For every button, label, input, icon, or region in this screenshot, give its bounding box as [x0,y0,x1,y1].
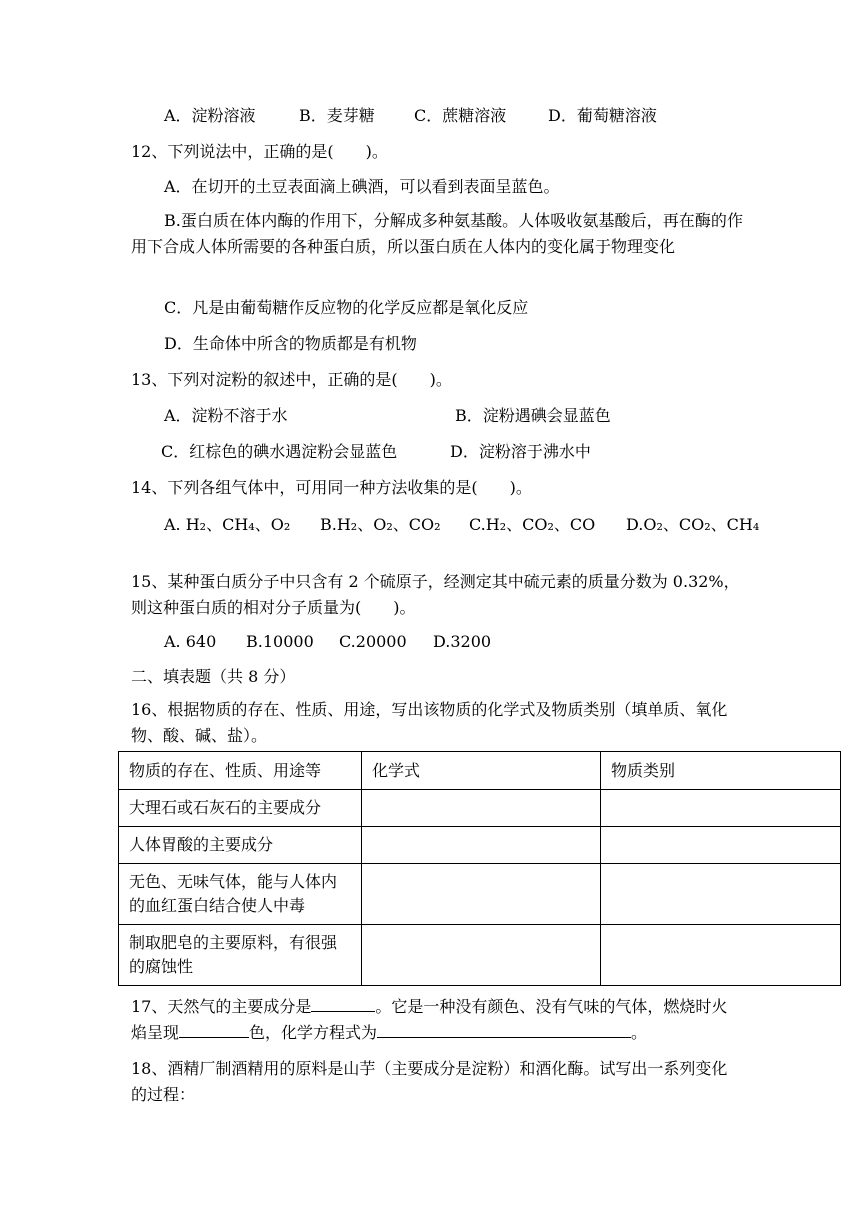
q13-option-d: D．淀粉溶于沸水中 [450,442,591,461]
table-header-row [119,752,841,790]
q11-option-c: C．蔗糖溶液 [414,106,507,125]
answer-blank[interactable] [377,1021,631,1038]
table-cell-category-blank[interactable] [601,864,841,925]
q15-option-a: A. 640 [164,632,217,651]
q16-table [118,751,841,986]
table-cell-category-blank[interactable] [601,790,841,827]
q13-option-c: C．红棕色的碘水遇淀粉会显蓝色 [161,442,398,461]
table-cell-category-blank[interactable] [601,827,841,864]
table-row [119,790,841,827]
section-title: 二、填表题（共 8 分） [131,667,296,686]
table-header-cell: 化学式 [362,752,601,790]
q14-option-c: C.H₂、CO₂、CO [469,515,596,534]
table-cell-formula-blank[interactable] [362,827,601,864]
table-cell-category-blank[interactable] [601,925,841,986]
q12-option-b: B.蛋白质在体内酶的作用下，分解成多种氨基酸。人体吸收氨基酸后，再在酶的作用下合成人体所需要的各种蛋白质，所以蛋白质在人体内的变化属于物理变化 [131,211,743,256]
table-cell-description: 制取肥皂的主要原料，有很强的腐蚀性 [119,925,362,986]
q15-option-b: B.10000 [246,632,314,651]
table-cell-formula-blank[interactable] [362,864,601,925]
q11-option-a: A．淀粉溶液 [164,106,256,125]
q13-option-a: A．淀粉不溶于水 [164,406,288,425]
answer-blank[interactable] [179,1021,249,1038]
table-cell-formula-blank[interactable] [362,790,601,827]
answer-blank[interactable] [311,995,375,1012]
q15-stem: 15、某种蛋白质分子中只含有 2 个硫原子，经测定其中硫元素的质量分数为 0.32%，则这种蛋白质的相对分子质量为( )。 [131,572,740,617]
q12-option-a: A．在切开的土豆表面滴上碘酒，可以看到表面呈蓝色。 [164,177,560,196]
q17-text [131,994,743,1046]
table-header-cell: 物质类别 [601,752,841,790]
q11-option-d: D．葡萄糖溶液 [548,106,657,125]
q15-option-d: D.3200 [433,632,492,651]
q12-option-d: D．生命体中所含的物质都是有机物 [164,334,417,353]
table-cell-formula-blank[interactable] [362,925,601,986]
q14-stem: 14、下列各组气体中，可用同一种方法收集的是( )。 [131,478,532,497]
table-cell-description: 人体胃酸的主要成分 [119,827,362,864]
q16-stem: 16、根据物质的存在、性质、用途，写出该物质的化学式及物质类别（填单质、氧化物、酸、碱、盐）。 [131,700,728,745]
q13-option-b: B．淀粉遇碘会显蓝色 [455,406,611,425]
table-cell-description: 大理石或石灰石的主要成分 [119,790,362,827]
q14-option-a: A. H₂、CH₄、O₂ [164,515,291,534]
q15-option-c: C.20000 [339,632,407,651]
table-row [119,925,841,986]
q17-part3: 色，化学方程式为 [249,1023,378,1042]
q14-option-b: B.H₂、O₂、CO₂ [320,515,441,534]
table-row [119,864,841,925]
q12-option-c: C．凡是由葡萄糖作反应物的化学反应都是氧化反应 [164,298,529,317]
q13-stem: 13、下列对淀粉的叙述中，正确的是( )。 [131,370,452,389]
q17-part4: 。 [631,1023,648,1042]
table-row [119,827,841,864]
q11-option-b: B．麦芽糖 [299,106,375,125]
table-header-cell: 物质的存在、性质、用途等 [119,752,362,790]
q18-stem: 18、酒精厂制酒精用的原料是山芋（主要成分是淀粉）和酒化酶。试写出一系列变化的过程： [131,1059,728,1104]
q17-part2: 。它是一种没有颜色、没有气味的气体，燃烧时火焰呈现 [131,997,728,1042]
q17-part1: 17、天然气的主要成分是 [131,997,312,1016]
q12-stem: 12、下列说法中，正确的是( )。 [131,142,388,161]
q14-option-d: D.O₂、CO₂、CH₄ [626,515,760,534]
table-cell-description: 无色、无味气体，能与人体内的血红蛋白结合使人中毒 [119,864,362,925]
